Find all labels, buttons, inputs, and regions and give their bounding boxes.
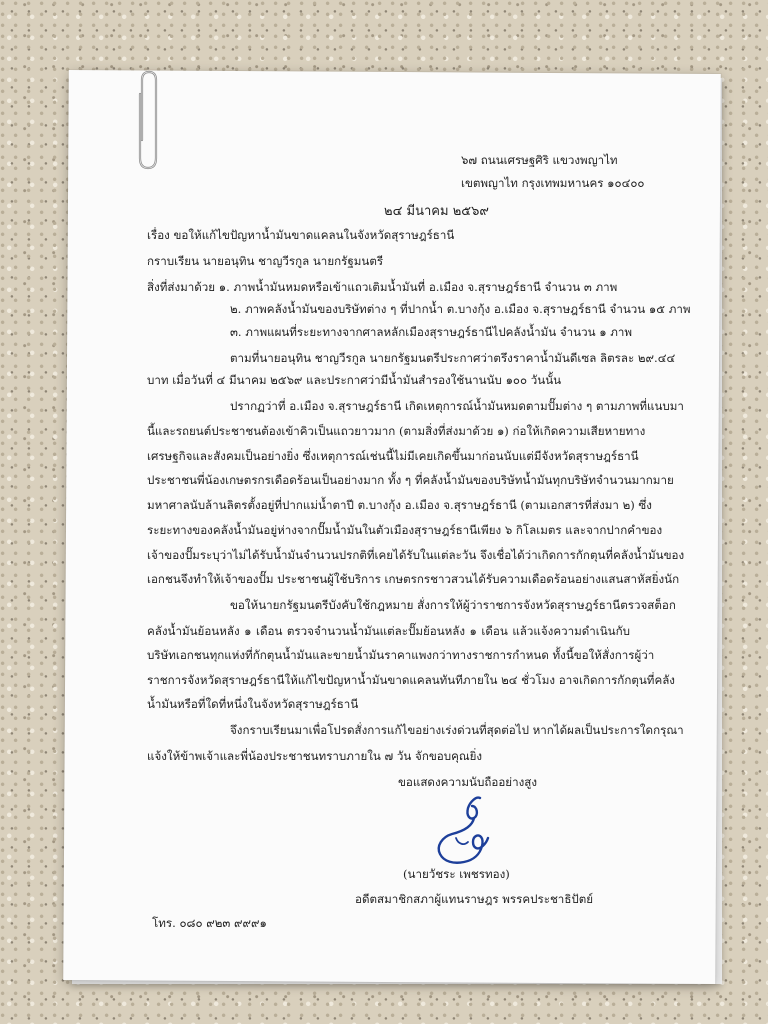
- para1-line-2: บาท เมื่อวันที่ ๔ มีนาคม ๒๕๖๙ และประกาศว่ามีน้ำมันสำรองใช้นานนับ ๑๐๐ วันนั้น: [147, 373, 562, 388]
- para2-line-2: นี้และรถยนต์ประชาชนต้องเข้าคิวเป็นแถวยาวมาก (ตามสิ่งที่ส่งมาด้วย ๑) ก่อให้เกิดความเสียหายทาง: [147, 423, 646, 438]
- letter-closing: ขอแสดงความนับถืออย่างสูง: [398, 774, 537, 789]
- enclosure-2: ๒. ภาพคลังน้ำมันของบริษัทต่าง ๆ ที่ปากน้ำ ต.บางกุ้ง อ.เมือง จ.สุราษฎร์ธานี จำนวน ๑๕ ภาพ: [230, 302, 691, 317]
- para3-line-4: ราชการจังหวัดสุราษฎร์ธานีให้แก้ไขปัญหาน้ำมันขาดแคลนทันทีภายใน ๒๔ ชั่วโมง อาจเกิดการกักตุนที่คลัง: [147, 673, 675, 687]
- phone-number: โทร. ๐๘๐ ๙๒๓ ๙๙๙๑: [152, 916, 267, 930]
- para2-line-6: ระยะทางของคลังน้ำมันอยู่ห่างจากปั๊มน้ำมันในตัวเมืองสุราษฎร์ธานีเพียง ๖ กิโลเมตร และจากปากคำของ: [147, 522, 663, 537]
- address-line-2: เขตพญาไท กรุงเทพมหานคร ๑๐๔๐๐: [461, 176, 645, 191]
- para2-line-8: เอกชนจึงทำให้เจ้าของปั๊ม ประชาชนผู้ใช้บริการ เกษตรกรชาวสวนได้รับความเดือดร้อนอย่างแสนสาหัสยิ่งนัก: [147, 572, 680, 587]
- para2-line-1: ปรากฏว่าที่ อ.เมือง จ.สุราษฎร์ธานี เกิดเหตุการณ์น้ำมันหมดตามปั๊มต่าง ๆ ตามภาพที่แนบมา: [230, 399, 684, 414]
- enclosure-1: สิ่งที่ส่งมาด้วย ๑. ภาพน้ำมันหมดหรือเข้าแถวเติมน้ำมันที่ อ.เมือง จ.สุราษฎร์ธานี จำนวน ๓ ภาพ: [147, 279, 618, 294]
- para4-line-2: แจ้งให้ข้าพเจ้าและพี่น้องประชาชนทราบภายใน ๗ วัน จักขอบคุณยิ่ง: [147, 748, 483, 763]
- para2-line-7: เจ้าของปั๊มระบุว่าไม่ได้รับน้ำมันจำนวนปรกติที่เคยได้รับในแต่ละวัน จึงเชื่อได้ว่าเกิดการกักตุนที่คลังน้ำมันของ: [147, 547, 685, 562]
- para3-line-2: คลังน้ำมันย้อนหลัง ๑ เดือน ตรวจจำนวนน้ำมันแต่ละปั๊มย้อนหลัง ๑ เดือน แล้วแจ้งความดำเนินกับ: [147, 623, 630, 638]
- letter-salutation: กราบเรียน นายอนุทิน ชาญวีรกูล นายกรัฐมนตรี: [147, 253, 384, 268]
- para3-line-5: น้ำมันหรือที่ใดที่หนึ่งในจังหวัดสุราษฎร์ธานี: [147, 697, 359, 712]
- para3-line-1: ขอให้นายกรัฐมนตรีบังคับใช้กฎหมาย สั่งการให้ผู้ว่าราชการจังหวัดสุราษฎร์ธานีตรวจสต็อก: [230, 598, 676, 613]
- signer-title: อดีตสมาชิกสภาผู้แทนราษฎร พรรคประชาธิปัตย์: [355, 891, 594, 906]
- letter-date: ๒๔ มีนาคม ๒๕๖๙: [384, 204, 489, 220]
- address-line-1: ๖๗ ถนนเศรษฐศิริ แขวงพญาไท: [461, 152, 618, 167]
- signer-name: (นายวัชระ เพชรทอง): [403, 867, 510, 882]
- enclosure-3: ๓. ภาพแผนที่ระยะทางจากศาลหลักเมืองสุราษฎร์ธานีไปคลังน้ำมัน จำนวน ๑ ภาพ: [230, 324, 633, 339]
- para1-line-1: ตามที่นายอนุทิน ชาญวีรกูล นายกรัฐมนตรีประกาศว่าตรึงราคาน้ำมันดีเซล ลิตรละ ๒๙.๔๔: [230, 350, 676, 365]
- para2-line-3: เศรษฐกิจและสังคมเป็นอย่างยิ่ง ซึ่งเหตุการณ์เช่นนี้ไม่มีเคยเกิดขึ้นมาก่อนนับแต่มีจังหวัดสุราษฎร์ธานี: [147, 448, 639, 463]
- para4-line-1: จึงกราบเรียนมาเพื่อโปรดสั่งการแก้ไขอย่างเร่งด่วนที่สุดต่อไป หากได้ผลเป็นประการใดกรุณา: [230, 723, 684, 738]
- paperclip-icon: [134, 70, 160, 172]
- signature-icon: [430, 794, 500, 870]
- para2-line-4: ประชาชนพี่น้องเกษตรกรเดือดร้อนเป็นอย่างมาก ทั้ง ๆ ที่คลังน้ำมันของบริษัทน้ำมันทุกบริษัทจำนวนมากมาย: [147, 473, 674, 488]
- para2-line-5: มหาศาลนับล้านลิตรตั้งอยู่ที่ปากแม่น้ำตาปี ต.บางกุ้ง อ.เมือง จ.สุราษฎร์ธานี (ตามเอกสารที่ส่งมา ๒) ซึ่ง: [147, 498, 652, 513]
- para3-line-3: บริษัทเอกชนทุกแห่งที่กักตุนน้ำมันและขายน้ำมันราคาแพงกว่าทางราชการกำหนด ทั้งนี้ขอให้สั่งการผู้ว่า: [147, 647, 655, 662]
- letter-subject: เรื่อง ขอให้แก้ไขปัญหาน้ำมันขาดแคลนในจังหวัดสุราษฎร์ธานี: [147, 228, 455, 243]
